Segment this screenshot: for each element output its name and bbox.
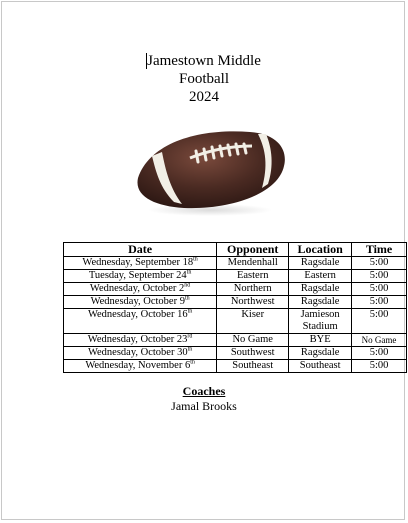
- schedule-table: [63, 242, 407, 373]
- cell-date[interactable]: Wednesday, September 18th: [64, 257, 217, 270]
- table-row: [64, 296, 407, 309]
- table-row: [64, 270, 407, 283]
- cell-opponent[interactable]: Southeast: [217, 360, 289, 373]
- title-line-school[interactable]: Jamestown Middle: [147, 53, 261, 69]
- cell-opponent[interactable]: Northwest: [217, 296, 289, 309]
- cell-time[interactable]: 5:00: [352, 270, 407, 283]
- header-opponent: Opponent: [217, 243, 289, 257]
- cell-opponent[interactable]: Northern: [217, 283, 289, 296]
- cell-location[interactable]: Southeast: [289, 360, 352, 373]
- document-title: [2, 52, 406, 106]
- cell-opponent[interactable]: No Game: [217, 334, 289, 347]
- table-row: [64, 347, 407, 360]
- header-location: Location: [289, 243, 352, 257]
- cell-location[interactable]: Ragsdale: [289, 283, 352, 296]
- coaches-heading[interactable]: Coaches: [182, 384, 226, 398]
- table-row: [64, 309, 407, 334]
- cell-time[interactable]: 5:00: [352, 360, 407, 373]
- document-page: [1, 1, 405, 520]
- table-row: [64, 257, 407, 270]
- cell-date[interactable]: Wednesday, November 6th: [64, 360, 217, 373]
- cell-time[interactable]: 5:00: [352, 257, 407, 270]
- cell-opponent[interactable]: Southwest: [217, 347, 289, 360]
- cell-location[interactable]: Ragsdale: [289, 296, 352, 309]
- table-row: [64, 334, 407, 347]
- cell-time[interactable]: 5:00: [352, 309, 407, 334]
- title-line-year[interactable]: 2024: [189, 89, 219, 105]
- title-line-sport[interactable]: Football: [178, 71, 229, 87]
- cell-location[interactable]: Eastern: [289, 270, 352, 283]
- header-time: Time: [352, 243, 407, 257]
- cell-location[interactable]: Ragsdale: [289, 347, 352, 360]
- cell-time[interactable]: 5:00: [352, 283, 407, 296]
- cell-date[interactable]: Tuesday, September 24th: [64, 270, 217, 283]
- cell-time[interactable]: 5:00: [352, 296, 407, 309]
- cell-date[interactable]: Wednesday, October 23rd: [64, 334, 217, 347]
- cell-opponent[interactable]: Mendenhall: [217, 257, 289, 270]
- cell-opponent[interactable]: Kiser: [217, 309, 289, 334]
- coach-name[interactable]: Jamal Brooks: [171, 399, 237, 413]
- table-row: [64, 360, 407, 373]
- table-row: [64, 283, 407, 296]
- cell-time[interactable]: 5:00: [352, 347, 407, 360]
- cell-location[interactable]: Ragsdale: [289, 257, 352, 270]
- cell-location[interactable]: BYE: [289, 334, 352, 347]
- cell-date[interactable]: Wednesday, October 30th: [64, 347, 217, 360]
- cell-location[interactable]: Jamieson Stadium: [289, 309, 352, 334]
- football-icon: [130, 122, 290, 218]
- header-date: Date: [64, 243, 217, 257]
- cell-date[interactable]: Wednesday, October 16th: [64, 309, 217, 334]
- table-header-row: [64, 243, 407, 257]
- cell-date[interactable]: Wednesday, October 2nd: [64, 283, 217, 296]
- cell-time[interactable]: No Game: [352, 334, 407, 347]
- cell-opponent[interactable]: Eastern: [217, 270, 289, 283]
- cell-date[interactable]: Wednesday, October 9th: [64, 296, 217, 309]
